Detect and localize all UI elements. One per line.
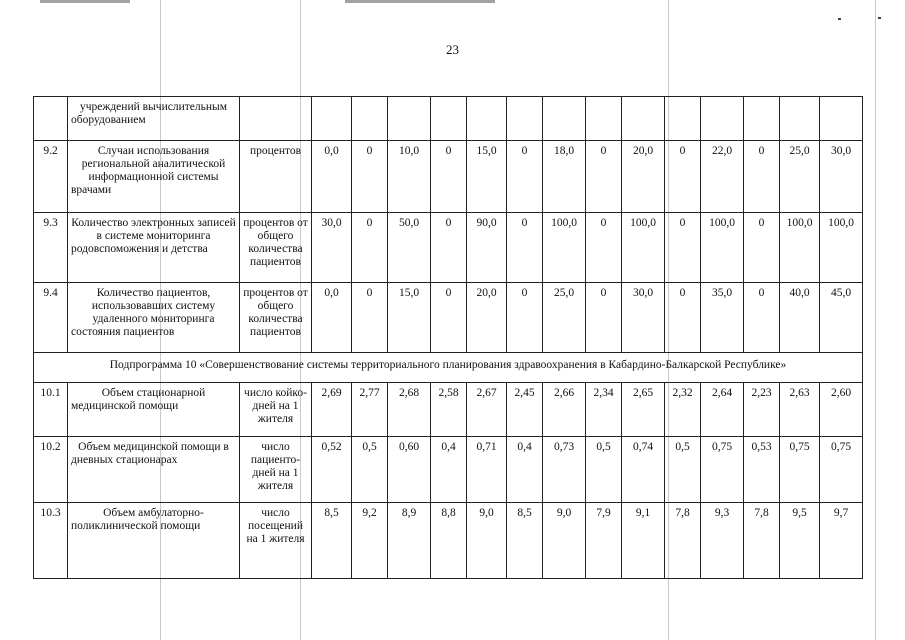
value-cell: 0 [507,283,543,353]
value-cell [665,97,701,141]
value-cell [586,97,622,141]
subprogram-row [34,353,863,383]
value-cell [507,97,543,141]
scan-artifact [345,0,495,3]
value-cell: 25,0 [543,283,586,353]
value-cell: 2,63 [780,383,820,437]
indicator-name: учреждений вычислительным оборудованием [68,97,240,141]
value-cell: 0 [665,213,701,283]
value-cell [820,97,863,141]
value-cell: 9,7 [820,503,863,579]
value-cell: 0,5 [352,437,388,503]
indicator-name: Случаи использования региональной аналитической информационной системы врачами [68,141,240,213]
value-cell: 8,8 [431,503,467,579]
value-cell: 35,0 [701,283,744,353]
value-cell: 2,64 [701,383,744,437]
value-cell: 0 [431,283,467,353]
value-cell: 30,0 [312,213,352,283]
value-cell [780,97,820,141]
value-cell: 9,3 [701,503,744,579]
value-cell: 0 [507,213,543,283]
value-cell: 22,0 [701,141,744,213]
value-cell: 0,53 [744,437,780,503]
value-cell: 18,0 [543,141,586,213]
value-cell: 100,0 [543,213,586,283]
value-cell: 0 [352,283,388,353]
value-cell: 2,67 [467,383,507,437]
value-cell: 7,9 [586,503,622,579]
value-cell: 30,0 [820,141,863,213]
value-cell [312,97,352,141]
value-cell: 2,68 [388,383,431,437]
page-number: 23 [446,42,459,57]
value-cell: 0,74 [622,437,665,503]
value-cell: 0 [665,283,701,353]
value-cell: 0 [586,213,622,283]
value-cell: 0,5 [665,437,701,503]
table-row [34,97,863,141]
value-cell: 0,75 [701,437,744,503]
value-cell [701,97,744,141]
table-body [34,97,863,579]
subprogram-title: Подпрограмма 10 «Совершенствование системы территориального планирования здравоохранения в Кабардино-Балкарской Республике» [34,353,863,383]
table-row [34,503,863,579]
value-cell: 100,0 [780,213,820,283]
value-cell: 50,0 [388,213,431,283]
value-cell: 0,4 [431,437,467,503]
value-cell [431,97,467,141]
value-cell [543,97,586,141]
row-index: 10.2 [34,437,68,503]
value-cell: 2,45 [507,383,543,437]
value-cell: 0 [352,141,388,213]
value-cell [622,97,665,141]
value-cell: 0 [744,141,780,213]
table-row [34,437,863,503]
value-cell: 90,0 [467,213,507,283]
value-cell [467,97,507,141]
value-cell: 9,0 [543,503,586,579]
value-cell: 45,0 [820,283,863,353]
value-cell: 0 [507,141,543,213]
value-cell: 100,0 [701,213,744,283]
value-cell: 0 [665,141,701,213]
value-cell: 2,58 [431,383,467,437]
indicator-name: Объем амбулаторно-поликлинической помощи [68,503,240,579]
unit-of-measure: процентов от общего количества пациентов [240,283,312,353]
value-cell: 2,23 [744,383,780,437]
unit-of-measure [240,97,312,141]
value-cell: 0,4 [507,437,543,503]
table-row [34,383,863,437]
value-cell: 0 [586,283,622,353]
value-cell: 15,0 [388,283,431,353]
indicator-name: Объем медицинской помощи в дневных стационарах [68,437,240,503]
scan-artifact [40,0,130,3]
table-row [34,283,863,353]
value-cell: 30,0 [622,283,665,353]
value-cell [744,97,780,141]
value-cell: 100,0 [820,213,863,283]
value-cell: 15,0 [467,141,507,213]
value-cell: 0,75 [820,437,863,503]
value-cell: 0,71 [467,437,507,503]
value-cell: 0,0 [312,283,352,353]
row-index [34,97,68,141]
value-cell: 0,75 [780,437,820,503]
value-cell: 9,2 [352,503,388,579]
table-row [34,213,863,283]
value-cell: 2,69 [312,383,352,437]
value-cell: 0,0 [312,141,352,213]
unit-of-measure: число пациенто-дней на 1 жителя [240,437,312,503]
value-cell: 2,65 [622,383,665,437]
value-cell: 100,0 [622,213,665,283]
value-cell: 0,73 [543,437,586,503]
value-cell: 8,9 [388,503,431,579]
value-cell [388,97,431,141]
unit-of-measure: число койко-дней на 1 жителя [240,383,312,437]
value-cell: 20,0 [622,141,665,213]
value-cell [352,97,388,141]
value-cell: 0,60 [388,437,431,503]
value-cell: 40,0 [780,283,820,353]
value-cell: 25,0 [780,141,820,213]
value-cell: 0 [744,283,780,353]
indicator-name: Количество пациентов, использовавших систему удаленного мониторинга состояния пациентов [68,283,240,353]
value-cell: 7,8 [665,503,701,579]
value-cell: 0 [431,141,467,213]
value-cell: 9,1 [622,503,665,579]
value-cell: 9,5 [780,503,820,579]
value-cell: 0,52 [312,437,352,503]
scan-line [875,0,876,640]
value-cell: 7,8 [744,503,780,579]
value-cell: 9,0 [467,503,507,579]
value-cell: 2,32 [665,383,701,437]
unit-of-measure: число посещений на 1 жителя [240,503,312,579]
row-index: 10.1 [34,383,68,437]
value-cell: 10,0 [388,141,431,213]
value-cell: 2,60 [820,383,863,437]
value-cell: 0,5 [586,437,622,503]
scan-speck [838,18,841,20]
value-cell: 0 [352,213,388,283]
value-cell: 2,66 [543,383,586,437]
indicator-name: Объем стационарной медицинской помощи [68,383,240,437]
unit-of-measure: процентов от общего количества пациентов [240,213,312,283]
value-cell: 8,5 [312,503,352,579]
indicator-table [33,96,863,579]
indicator-name: Количество электронных записей в системе мониторинга родовспоможения и детства [68,213,240,283]
row-index: 9.3 [34,213,68,283]
unit-of-measure: процентов [240,141,312,213]
value-cell: 2,77 [352,383,388,437]
row-index: 9.4 [34,283,68,353]
scan-speck [878,17,881,19]
value-cell: 0 [431,213,467,283]
row-index: 9.2 [34,141,68,213]
value-cell: 0 [744,213,780,283]
row-index: 10.3 [34,503,68,579]
value-cell: 8,5 [507,503,543,579]
value-cell: 0 [586,141,622,213]
value-cell: 20,0 [467,283,507,353]
table-row [34,141,863,213]
value-cell: 2,34 [586,383,622,437]
